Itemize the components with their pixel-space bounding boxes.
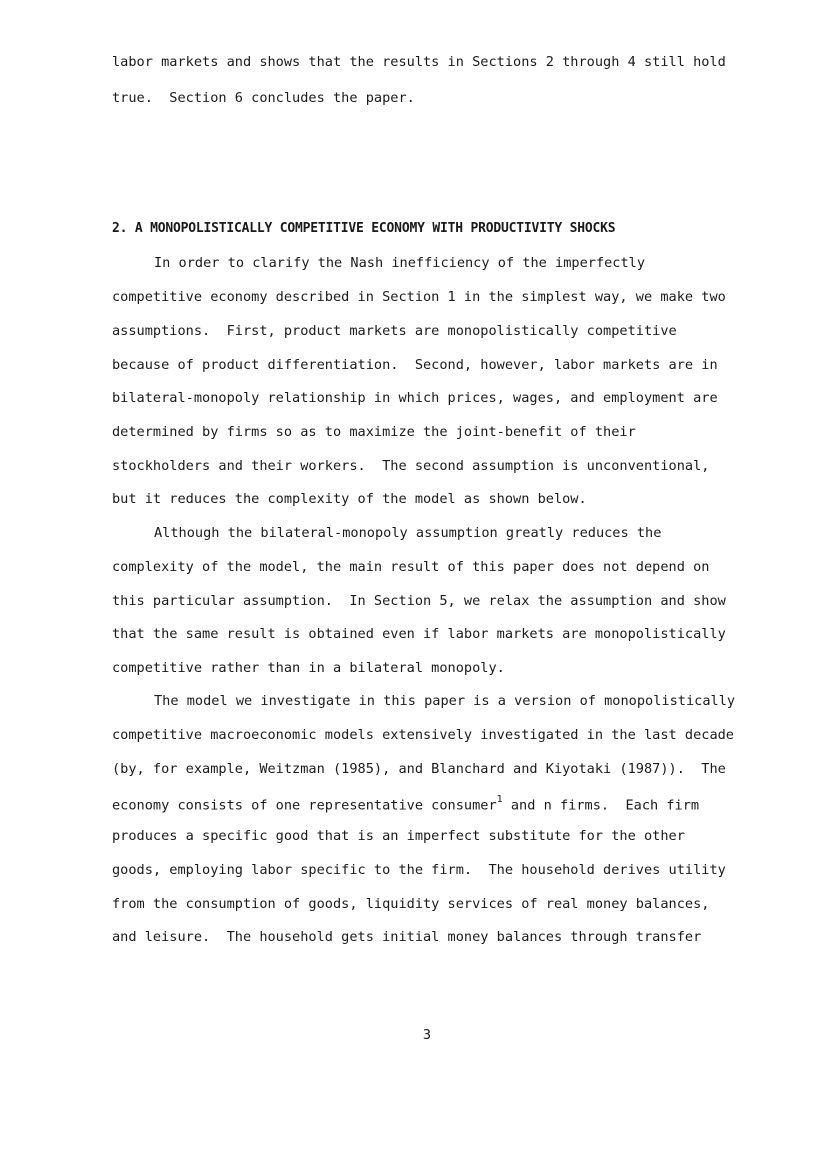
footnote-marker: 1 — [496, 794, 503, 805]
text-line: (by, for example, Weitzman (1985), and Blanchard and Kiyotaki (1987)). The — [112, 761, 726, 777]
text-line: bilateral-monopoly relationship in which prices, wages, and employment are — [112, 390, 718, 406]
text-line: true. Section 6 concludes the paper. — [112, 90, 415, 106]
page-number: 3 — [422, 1027, 432, 1043]
text-line: complexity of the model, the main result of this paper does not depend on — [112, 559, 710, 575]
text-line: competitive economy described in Section 1 in the simplest way, we make two — [112, 289, 726, 305]
text-line: from the consumption of goods, liquidity services of real money balances, — [112, 896, 710, 912]
text-fragment: economy consists of one representative consumer — [112, 797, 497, 814]
text-line: labor markets and shows that the results in Sections 2 through 4 still hold — [112, 54, 726, 70]
text-line: and leisure. The household gets initial money balances through transfer — [112, 929, 702, 945]
text-line: stockholders and their workers. The second assumption is unconventional, — [112, 458, 710, 474]
text-line — [112, 793, 699, 815]
text-line: because of product differentiation. Second, however, labor markets are in — [112, 357, 718, 373]
text-line: In order to clarify the Nash inefficiency of the imperfectly — [154, 255, 646, 271]
text-line: Although the bilateral-monopoly assumption greatly reduces the — [154, 525, 662, 541]
text-fragment: and n firms. Each firm — [502, 797, 700, 814]
text-line: assumptions. First, product markets are monopolistically competitive — [112, 323, 677, 339]
section-heading: 2. A MONOPOLISTICALLY COMPETITIVE ECONOMY WITH PRODUCTIVITY SHOCKS — [112, 221, 616, 236]
text-line: but it reduces the complexity of the model as shown below. — [112, 491, 587, 507]
text-line: determined by firms so as to maximize the joint-benefit of their — [112, 424, 636, 440]
text-line: that the same result is obtained even if labor markets are monopolistically — [112, 626, 726, 642]
text-line: produces a specific good that is an imperfect substitute for the other — [112, 828, 685, 844]
text-line: competitive macroeconomic models extensively investigated in the last decade — [112, 727, 734, 743]
text-line: competitive rather than in a bilateral monopoly. — [112, 660, 505, 676]
text-line: The model we investigate in this paper is a version of monopolistically — [154, 693, 736, 709]
text-line: this particular assumption. In Section 5, we relax the assumption and show — [112, 593, 726, 609]
text-line: goods, employing labor specific to the firm. The household derives utility — [112, 862, 726, 878]
